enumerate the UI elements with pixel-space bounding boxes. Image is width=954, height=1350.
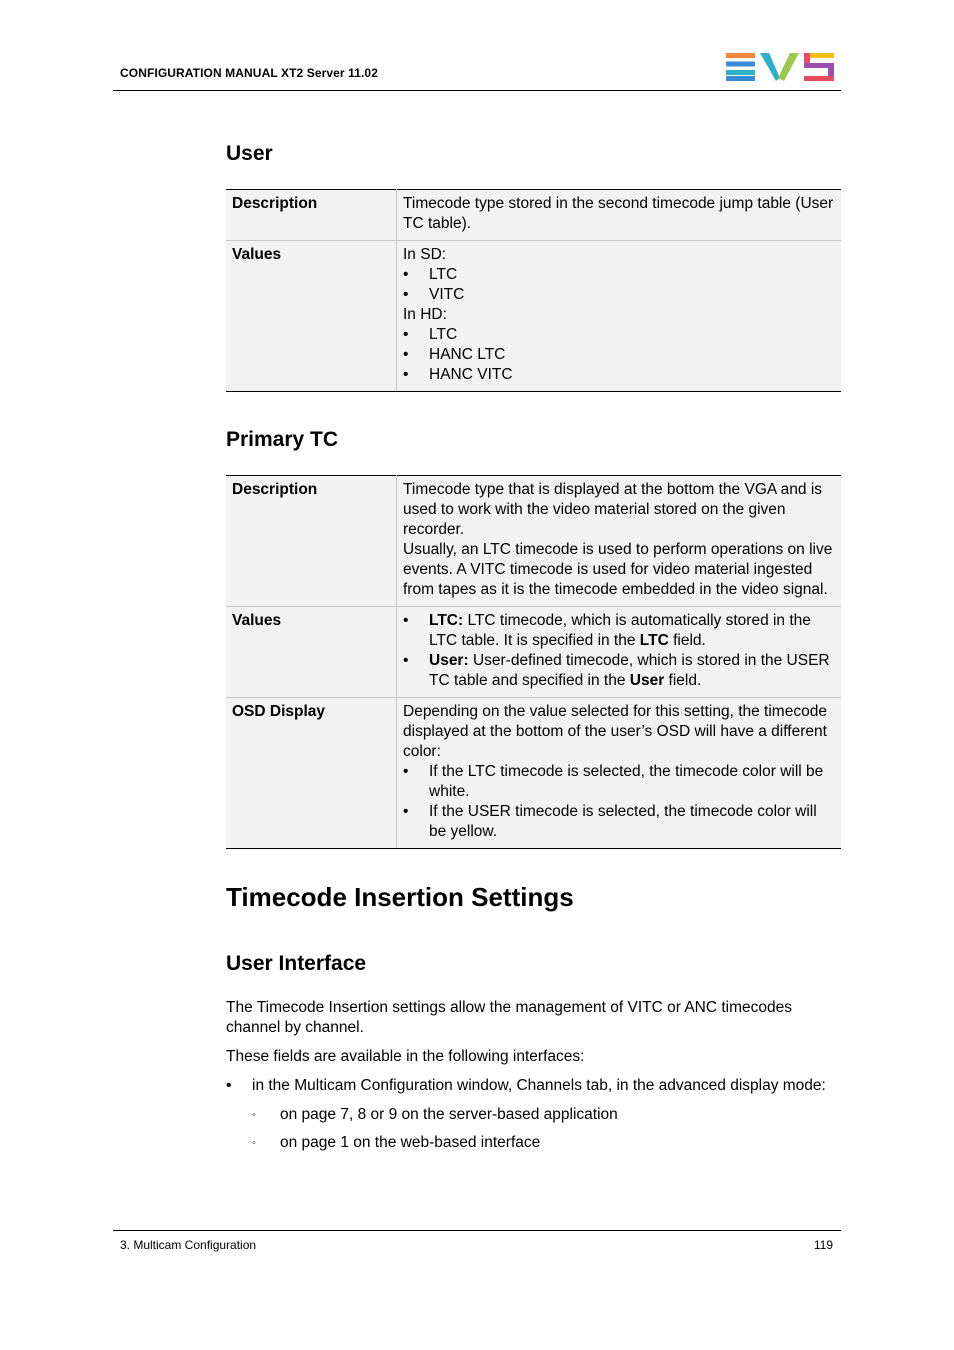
term-text: field. bbox=[668, 632, 706, 649]
row-value bbox=[397, 476, 842, 607]
list-item: • If the LTC timecode is selected, the timecode color will be white. bbox=[403, 762, 835, 802]
term-text: field. bbox=[664, 672, 702, 689]
chapter-heading: Timecode Insertion Settings bbox=[226, 882, 574, 912]
row-label: Values bbox=[226, 607, 397, 698]
section-heading-user-interface: User Interface bbox=[226, 952, 367, 975]
footer-chapter: 3. Multicam Configuration bbox=[120, 1238, 257, 1252]
header-rule bbox=[113, 90, 841, 91]
evs-logo bbox=[724, 52, 836, 82]
row-value bbox=[397, 607, 842, 698]
sub-bullet: ◦ bbox=[252, 1137, 256, 1149]
row-value: Timecode type stored in the second timecode jump table (User TC table). bbox=[397, 190, 842, 241]
table-row bbox=[226, 241, 841, 392]
term-label: User: bbox=[429, 652, 469, 669]
description-para: Timecode type that is displayed at the bottom the VGA and is used to work with the video material stored on the given recorder. bbox=[403, 481, 823, 538]
body-paragraph: These fields are available in the following interfaces: bbox=[226, 1048, 585, 1065]
values-list bbox=[403, 611, 835, 691]
field-name: User bbox=[629, 672, 665, 689]
table-row bbox=[226, 476, 841, 607]
footer-rule bbox=[113, 1230, 841, 1231]
row-label: Description bbox=[226, 476, 397, 607]
table-row bbox=[226, 190, 841, 241]
hd-label: In HD: bbox=[403, 306, 447, 323]
term-label: LTC: bbox=[429, 612, 464, 629]
osd-list bbox=[403, 762, 835, 842]
list-item bbox=[403, 611, 835, 651]
list-item-text: in the Multicam Configuration window, Channels tab, in the advanced display mode: bbox=[252, 1077, 826, 1094]
user-property-table bbox=[226, 189, 841, 392]
primary-tc-property-table bbox=[226, 475, 841, 849]
list-item-text: on page 7, 8 or 9 on the server-based application bbox=[280, 1106, 618, 1123]
section-heading-primary-tc: Primary TC bbox=[226, 428, 339, 451]
section-heading-user: User bbox=[226, 142, 273, 165]
row-label: Description bbox=[226, 190, 397, 241]
term-text: LTC timecode, which is automatically stored in the LTC table. It is specified in the bbox=[429, 612, 811, 649]
row-value bbox=[397, 698, 842, 849]
table-row bbox=[226, 698, 841, 849]
osd-intro: Depending on the value selected for this setting, the timecode displayed at the bottom of the user’s OSD will have a different color: bbox=[403, 703, 827, 760]
table-row bbox=[226, 607, 841, 698]
list-item: • LTC bbox=[403, 265, 835, 285]
row-label: Values bbox=[226, 241, 397, 392]
field-name: LTC bbox=[639, 632, 669, 649]
sd-label: In SD: bbox=[403, 246, 447, 263]
page-number: 119 bbox=[813, 1238, 833, 1252]
body-paragraph: The Timecode Insertion settings allow the management of VITC or ANC timecodes channel by channel. bbox=[226, 999, 793, 1036]
list-item: • HANC VITC bbox=[403, 365, 835, 385]
term-text: User-defined timecode, which is stored in the USER TC table and specified in the bbox=[429, 652, 830, 689]
list-item: • If the USER timecode is selected, the timecode color will be yellow. bbox=[403, 802, 835, 842]
list-item: • VITC bbox=[403, 285, 835, 305]
hd-list bbox=[403, 325, 835, 385]
header-title: CONFIGURATION MANUAL XT2 Server 11.02 bbox=[120, 66, 378, 80]
description-para: Usually, an LTC timecode is used to perform operations on live events. A VITC timecode is used for video material ingested from tapes as it is the timecode embedded in the video signal. bbox=[403, 541, 833, 598]
row-label: OSD Display bbox=[226, 698, 397, 849]
sub-bullet: ◦ bbox=[252, 1109, 256, 1121]
sd-list bbox=[403, 265, 835, 305]
list-item bbox=[403, 651, 835, 691]
list-item: • HANC LTC bbox=[403, 345, 835, 365]
bullet: • bbox=[226, 1077, 232, 1094]
list-item-text: on page 1 on the web-based interface bbox=[280, 1134, 541, 1151]
list-item: • LTC bbox=[403, 325, 835, 345]
row-value bbox=[397, 241, 842, 392]
